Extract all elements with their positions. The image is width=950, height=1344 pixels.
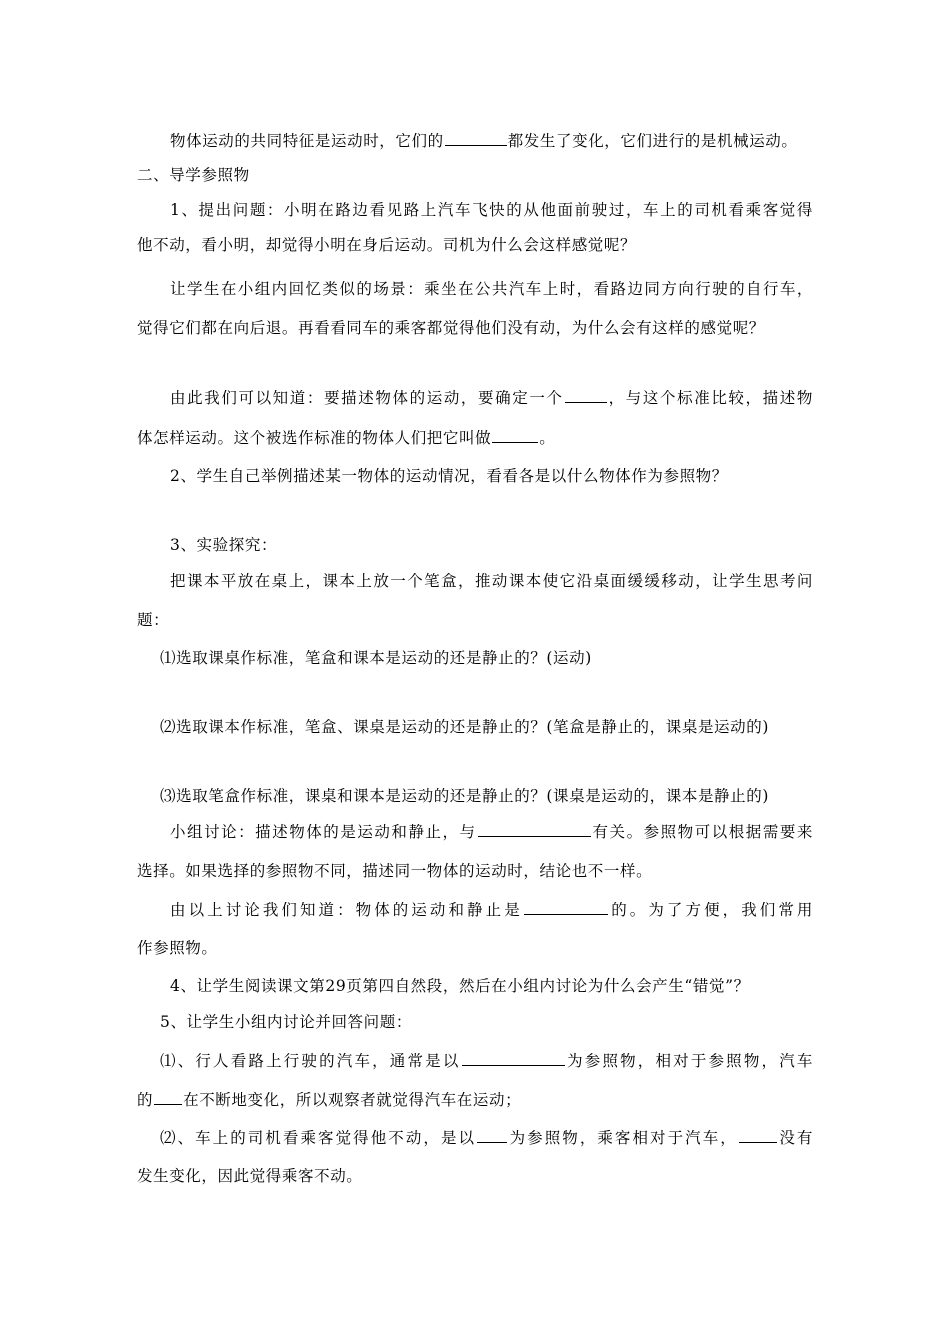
text: ，与这个标准比较，描述物 bbox=[607, 389, 813, 407]
text: 小组讨论：描述物体的是运动和静止，与 bbox=[170, 823, 477, 841]
text: 体怎样运动。这个被选作标准的物体人们把它叫做 bbox=[137, 429, 492, 447]
summary-line-2: 作参照物。 bbox=[137, 939, 218, 957]
summary-line-1 bbox=[170, 899, 813, 920]
paragraph-motion-feature bbox=[170, 130, 798, 151]
text: 都发生了变化，它们进行的是机械运动。 bbox=[507, 132, 798, 150]
conclusion-line-1 bbox=[170, 387, 813, 408]
fill-blank bbox=[739, 1127, 777, 1143]
text: 由此我们可以知道：要描述物体的运动，要确定一个 bbox=[170, 389, 564, 407]
text: 有关。参照物可以根据需要来 bbox=[591, 823, 813, 841]
experiment-line-1: 把课本平放在桌上，课本上放一个笔盒，推动课本使它沿桌面缓缓移动，让学生思考问 bbox=[170, 572, 813, 590]
text: ⑴、行人看路上行驶的汽车，通常是以 bbox=[160, 1052, 461, 1070]
discussion-line-2: 选择。如果选择的参照物不同，描述同一物体的运动时，结论也不一样。 bbox=[137, 862, 653, 880]
answer-2-line-1 bbox=[160, 1127, 813, 1148]
text: 。 bbox=[539, 429, 556, 447]
fill-blank bbox=[154, 1089, 182, 1105]
text: 物体运动的共同特征是运动时，它们的 bbox=[170, 132, 444, 150]
question-1-line-1: 1、提出问题：小明在路边看见路上汽车飞快的从他面前驶过，车上的司机看乘客觉得 bbox=[170, 201, 813, 219]
question-3-heading: 3、实验探究： bbox=[170, 536, 278, 554]
recall-line-1: 让学生在小组内回忆类似的场景：乘坐在公共汽车上时，看路边同方向行驶的自行车， bbox=[170, 280, 813, 298]
discussion-line-1 bbox=[170, 821, 813, 842]
answer-2-line-2: 发生变化，因此觉得乘客不动。 bbox=[137, 1167, 363, 1185]
recall-line-2: 觉得它们都在向后退。再看看同车的乘客都觉得他们没有动，为什么会有这样的感觉呢？ bbox=[137, 319, 765, 337]
answer-1-line-1 bbox=[160, 1050, 813, 1071]
text: 在不断地变化，所以观察者就觉得汽车在运动； bbox=[183, 1091, 522, 1109]
fill-blank bbox=[445, 130, 507, 146]
text: 没有 bbox=[777, 1129, 813, 1147]
fill-blank bbox=[477, 1127, 507, 1143]
fill-blank bbox=[565, 387, 607, 403]
text: 为参照物，相对于参照物，汽车 bbox=[565, 1052, 813, 1070]
question-2: 2、学生自己举例描述某一物体的运动情况，看看各是以什么物体作为参照物？ bbox=[170, 467, 728, 485]
fill-blank bbox=[478, 821, 591, 837]
text: ⑵、车上的司机看乘客觉得他不动，是以 bbox=[160, 1129, 477, 1147]
case-2: ⑵选取课本作标准，笔盒、课桌是运动的还是静止的？(笔盒是静止的，课桌是运动的) bbox=[160, 718, 769, 736]
conclusion-line-2 bbox=[137, 427, 555, 448]
question-4: 4、让学生阅读课文第29页第四自然段，然后在小组内讨论为什么会产生“错觉”？ bbox=[170, 977, 750, 995]
case-3: ⑶选取笔盒作标准，课桌和课本是运动的还是静止的？(课桌是运动的，课本是静止的) bbox=[160, 787, 769, 805]
text: 由以上讨论我们知道：物体的运动和静止是 bbox=[170, 901, 523, 919]
fill-blank bbox=[462, 1050, 565, 1066]
fill-blank bbox=[492, 427, 538, 443]
question-5-heading: 5、让学生小组内讨论并回答问题： bbox=[160, 1013, 412, 1031]
fill-blank bbox=[524, 899, 608, 915]
section-heading: 二、导学参照物 bbox=[137, 166, 250, 184]
answer-1-line-2 bbox=[137, 1089, 521, 1110]
text: 为参照物，乘客相对于汽车， bbox=[508, 1129, 738, 1147]
question-1-line-2: 他不动，看小明，却觉得小明在身后运动。司机为什么会这样感觉呢？ bbox=[137, 236, 637, 254]
case-1: ⑴选取课桌作标准，笔盒和课本是运动的还是静止的？(运动) bbox=[160, 649, 592, 667]
text: 的。为了方便，我们常用 bbox=[608, 901, 813, 919]
text: 的 bbox=[137, 1091, 154, 1109]
experiment-line-2: 题： bbox=[137, 611, 170, 629]
